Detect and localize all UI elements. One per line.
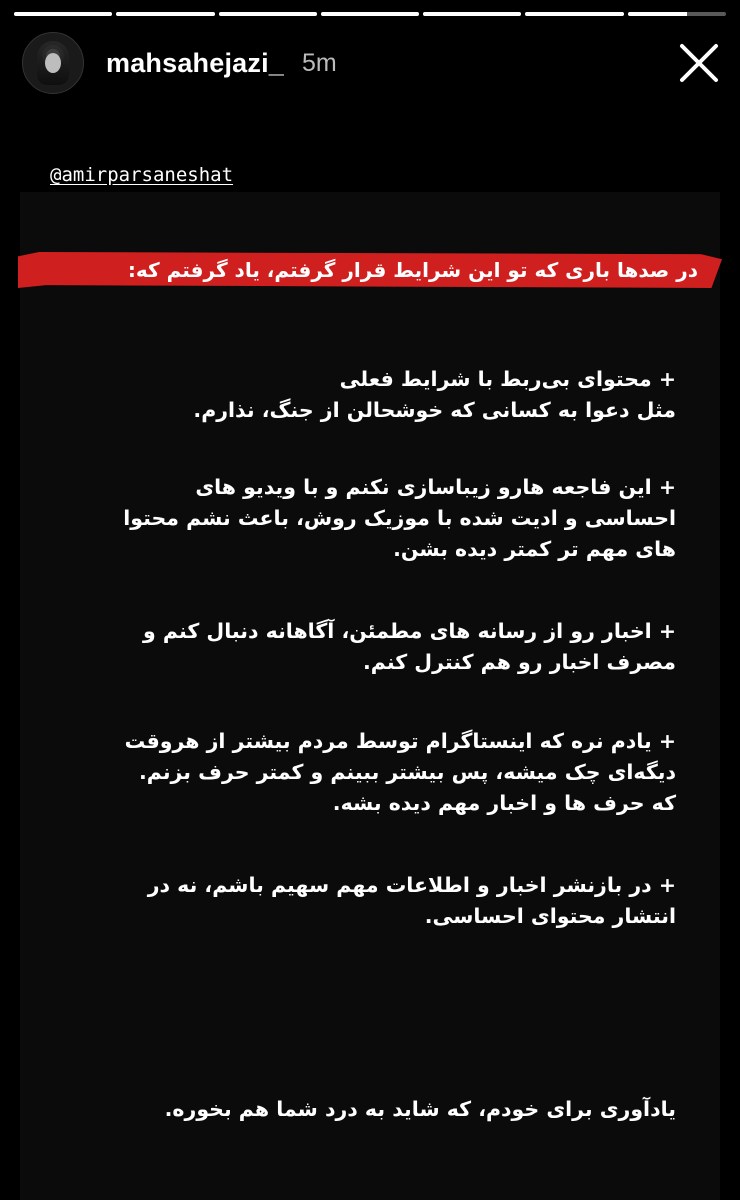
post-time: 5m bbox=[302, 48, 337, 77]
close-icon[interactable] bbox=[676, 40, 722, 86]
progress-fill bbox=[116, 12, 214, 16]
progress-segment bbox=[219, 12, 317, 16]
progress-fill bbox=[423, 12, 521, 16]
progress-fill bbox=[525, 12, 623, 16]
list-item: + محتوای بی‌ربط با شرایط فعلی مثل دعوا به کسانی که خوشحالن از جنگ، نذارم. bbox=[193, 367, 676, 422]
progress-segment bbox=[525, 12, 623, 16]
story-progress-bar bbox=[14, 12, 726, 16]
progress-segment bbox=[116, 12, 214, 16]
progress-fill bbox=[321, 12, 419, 16]
progress-fill bbox=[14, 12, 112, 16]
story-card bbox=[20, 192, 720, 1200]
progress-segment bbox=[423, 12, 521, 16]
profile-avatar[interactable] bbox=[22, 32, 84, 94]
progress-segment bbox=[628, 12, 726, 16]
list-item: + در بازنشر اخبار و اطلاعات مهم سهیم باشم، نه در انتشار محتوای احساسی. bbox=[147, 873, 676, 928]
story-header bbox=[22, 32, 722, 94]
progress-segment bbox=[321, 12, 419, 16]
banner-text: در صدها باری که تو این شرایط قرار گرفتم، یاد گرفتم که: bbox=[127, 258, 698, 282]
list-item: + این فاجعه هارو زیباسازی نکنم و با ویدیو های احساسی و ادیت شده با موزیک روش، باعث نشم محتوا های مهم تر کمتر دیده بشن. bbox=[123, 475, 676, 561]
footer-note: یادآوری برای خودم، که شاید به درد شما هم بخوره. bbox=[164, 1097, 676, 1121]
progress-fill bbox=[219, 12, 317, 16]
progress-fill bbox=[628, 12, 687, 16]
list-item: + اخبار رو از رسانه های مطمئن، آگاهانه دنبال کنم و مصرف اخبار رو هم کنترل کنم. bbox=[143, 619, 676, 674]
mention-link[interactable]: @amirparsaneshat bbox=[50, 164, 234, 186]
list-item: + یادم نره که اینستاگرام توسط مردم بیشتر از هروقت دیگه‌ای چک میشه، پس بیشتر ببینم و کمتر حرف بزنم. که حرف ها و اخبار مهم دیده بشه. bbox=[124, 729, 676, 815]
username[interactable]: mahsahejazi_ bbox=[106, 47, 284, 78]
progress-segment bbox=[14, 12, 112, 16]
